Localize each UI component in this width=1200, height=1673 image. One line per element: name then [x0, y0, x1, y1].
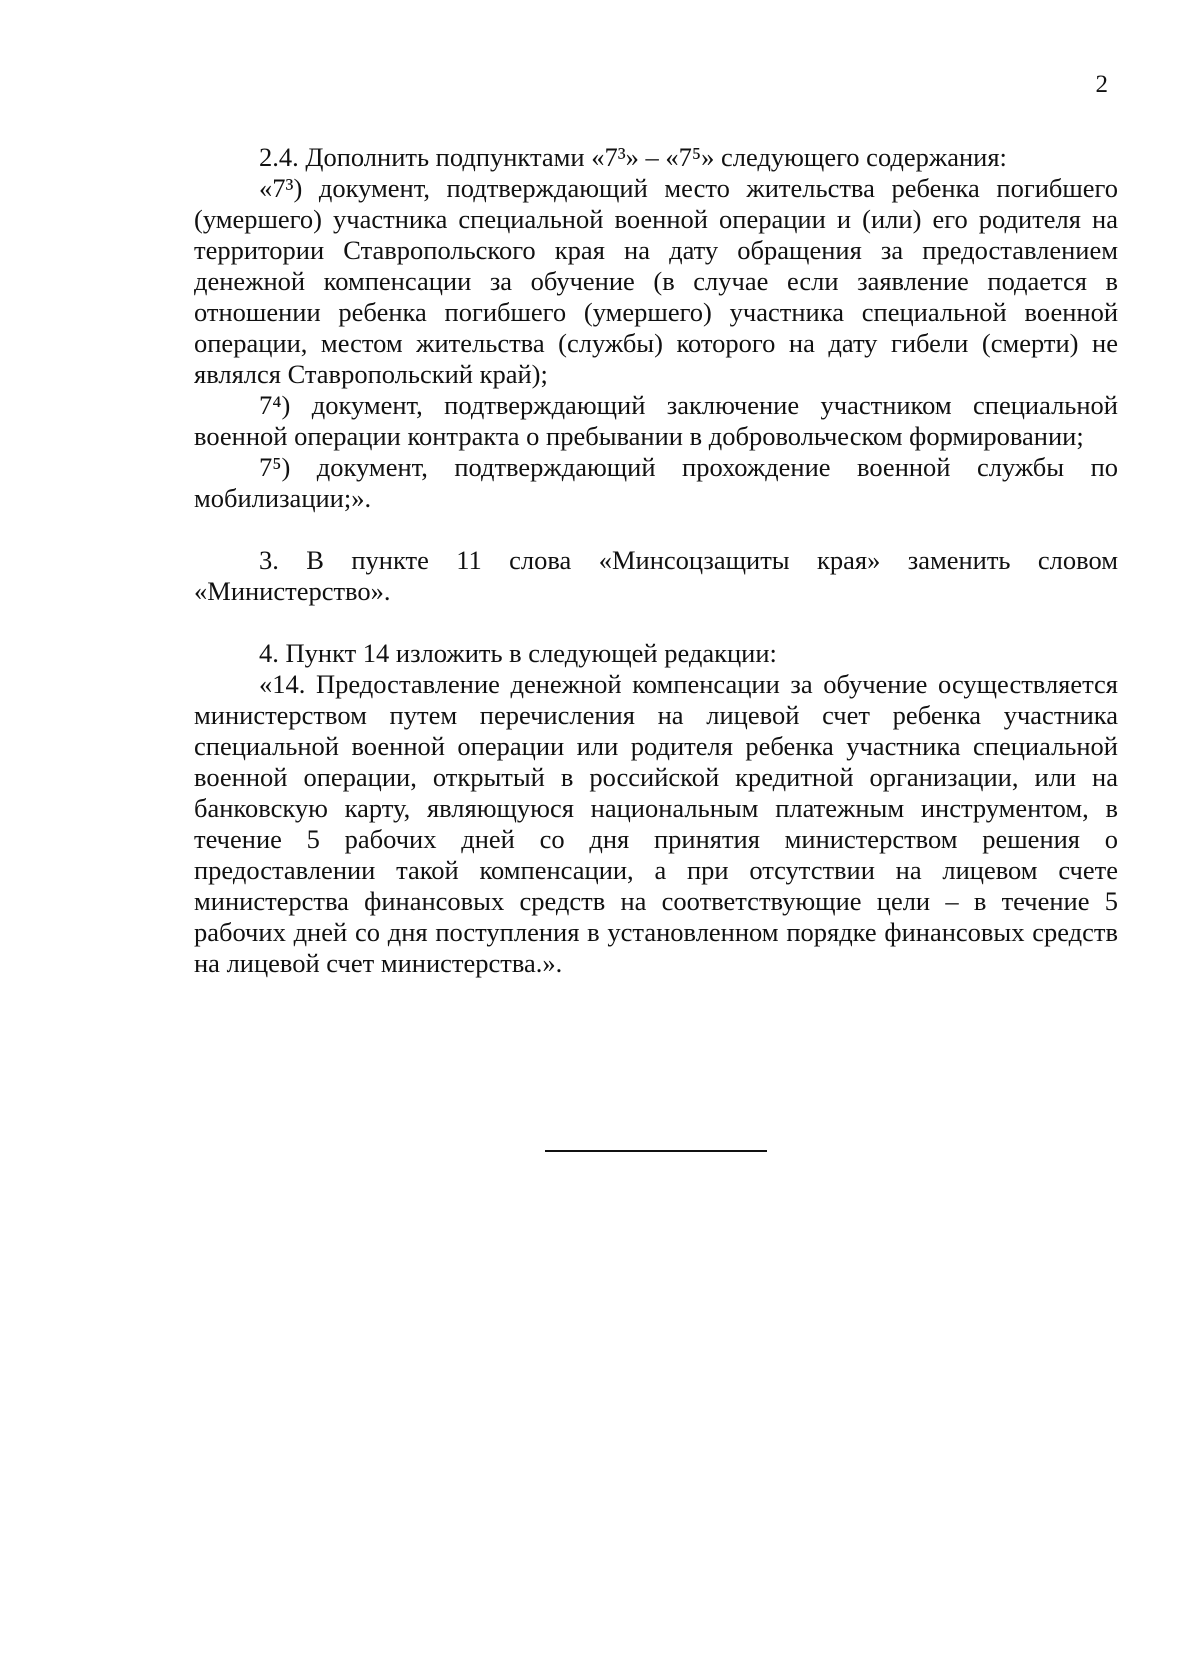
item-7-3-paragraph: «7³) документ, подтверждающий место жительства ребенка погибшего (умершего) участника специальной военной операции и (или) его родителя на территории Ставропольского края на дату обращения за предоставлением денежной компенсации за обучение (в случае если заявление подается в отношении ребенка погибшего (умершего) участника специальной военной операции, местом жительства (службы) которого на дату гибели (смерти) не являлся Ставропольский край);	[194, 173, 1118, 389]
section-4-paragraph: «14. Предоставление денежной компенсации за обучение осуществляется министерством путем перечисления на лицевой счет ребенка участника специальной военной операции или родителя ребенка участника специальной военной операции, открытый в российской кредитной организации, или на банковскую карту, являющуюся национальным платежным инструментом, в течение 5 рабочих дней со дня принятия министерством решения о предоставлении такой компенсации, а при отсутствии на лицевом счете министерства финансовых средств на соответствующие цели – в течение 5 рабочих дней со дня поступления в установленном порядке финансовых средств на лицевой счет министерства.».	[194, 669, 1118, 978]
item-7-5-paragraph: 7⁵) документ, подтверждающий прохождение военной службы по мобилизации;».	[194, 452, 1118, 513]
item-7-4-paragraph: 7⁴) документ, подтверждающий заключение участником специальной военной операции контракта о пребывании в добровольческом формировании;	[194, 390, 1118, 451]
section-4-intro: 4. Пункт 14 изложить в следующей редакции:	[259, 638, 777, 668]
end-of-text-rule	[545, 1150, 767, 1152]
document-body	[194, 142, 1118, 979]
section-3-paragraph: 3. В пункте 11 слова «Минсоцзащиты края» заменить словом «Министерство».	[194, 545, 1118, 606]
page-number: 2	[1095, 71, 1108, 98]
section-2-4-intro: 2.4. Дополнить подпунктами «7³» – «7⁵» следующего содержания:	[259, 142, 1007, 172]
